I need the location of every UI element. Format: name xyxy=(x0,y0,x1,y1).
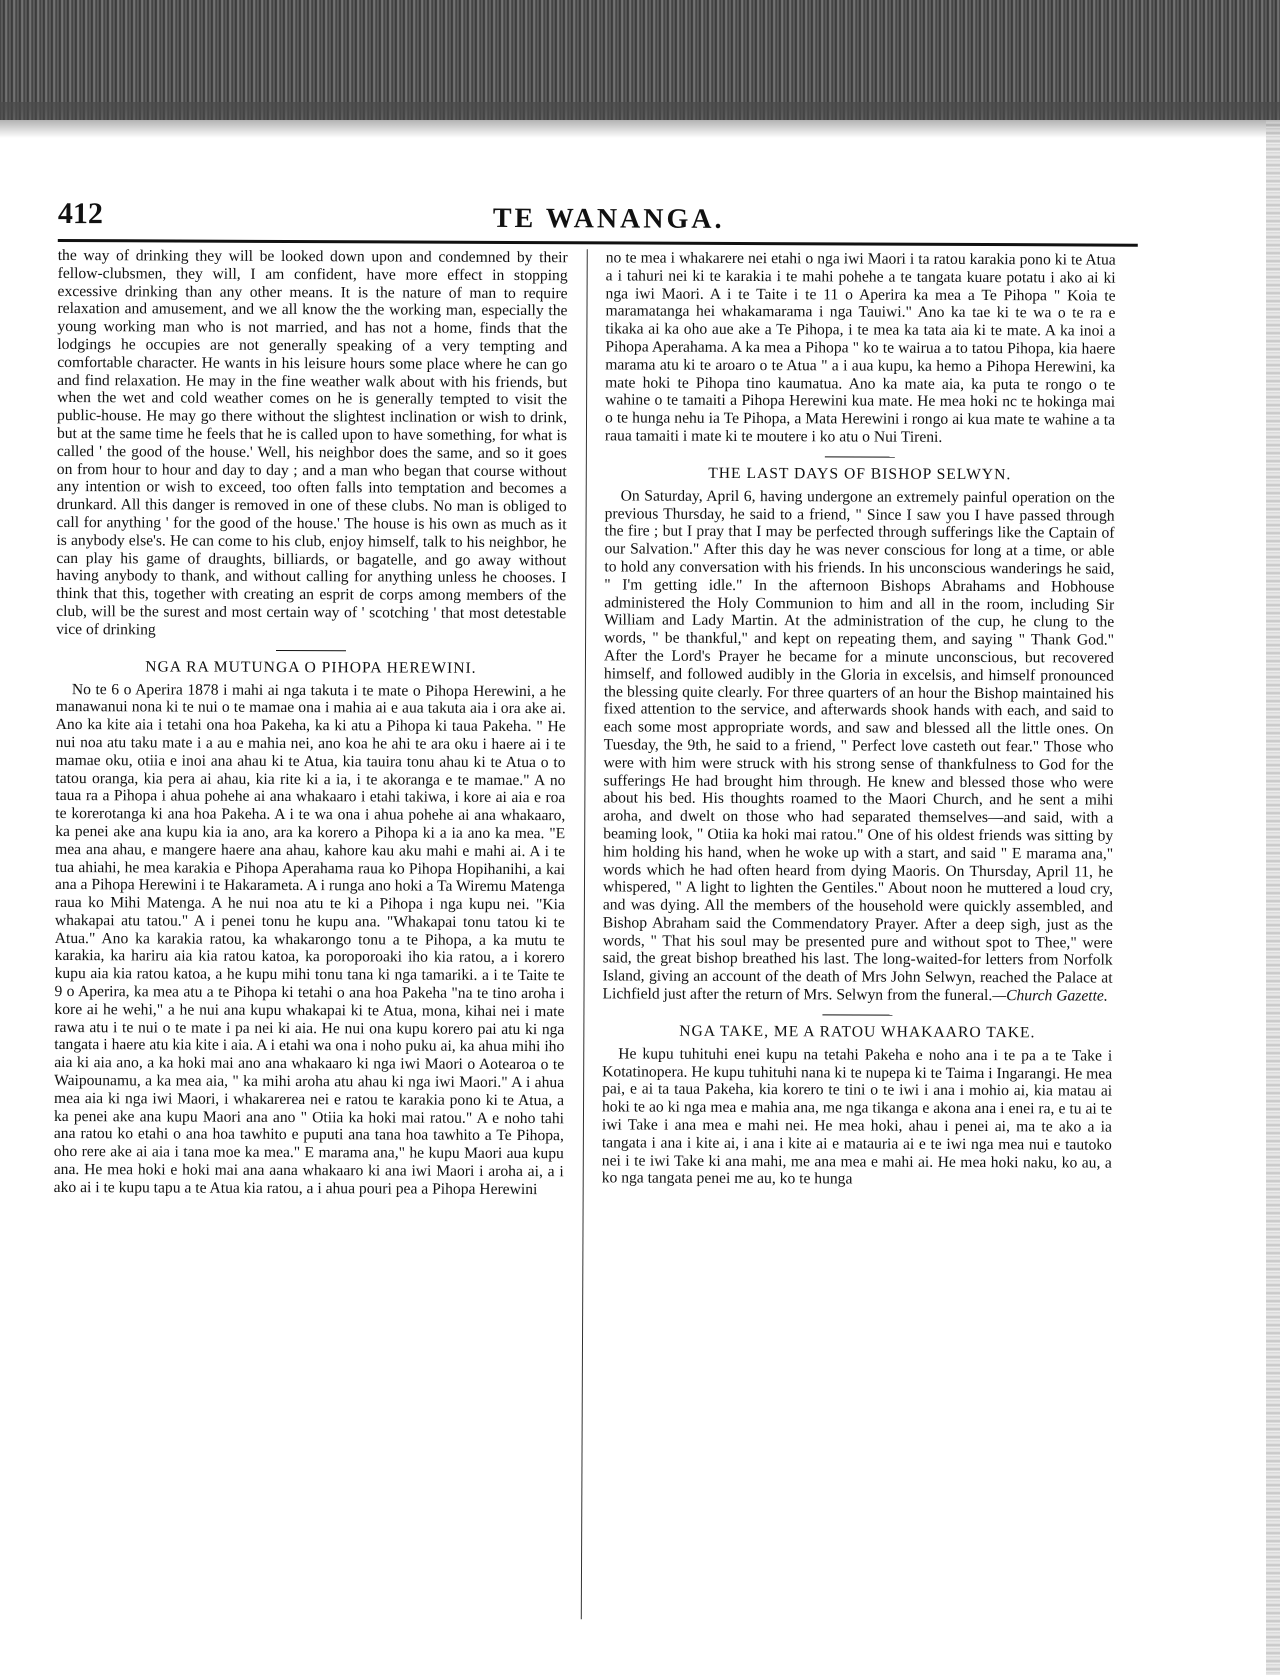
article-text-take: He kupu tuhituhi enei kupu na tetahi Pakeha e noho ana i te pa a te Take i Kotatinopera. He kupu tuhituhi nana ki te nupepa ki te Taima i Ingarangi. He mea pai, e ai ta taua Pakeha, kia korero te tini o te iwi i ana i mohio ai, kia matau ai hoki te ao ki nga mea e mahia ana, me nga tikanga e akona ana i enei ra, e tu ai te iwi Take i ana mea e mahi nei. He mea hoki, ahau i penei ai, ma te ako a ia tangata i ana i kite ai, i ana i kite ai e matauria ai e te iwi nga mea nui e tautoko nei i te iwi Take ki ana mahi, me ana mea e mahi ai. He mea hoki naku, ko au, a ko nga tangata penei me au, ko te hunga xyxy=(601,1045,1113,1188)
article-heading-herewini: NGA RA MUTUNGA O PIHOPA HEREWINI. xyxy=(145,657,477,677)
article-text-selwyn xyxy=(602,487,1114,1005)
section-divider xyxy=(822,1014,892,1015)
masthead-rule xyxy=(58,239,1138,247)
right-column xyxy=(600,249,1116,1621)
scan-dark-margin xyxy=(0,0,1280,120)
continued-article-text: the way of drinking they will be looked down upon and condemned by their fellow-clubsmen, they will, I am confident, have more effect in stopping excessive drinking than any other means. It is the nature of man to require relaxation and amusement, and we all know the the working man, especially the young working man who is not married, and has not a home, finds that the lodgings he occupies are not generally speaking of a very tempting and comfortable character. He wants in his leisure hours some place where he can go and find relaxation. He may in the fine weather walk about with his friends, but when the wet and cold weather comes on he is generally tempted to visit the public-house. He may go there without the slightest inclination or wish to drink, but at the same time he feels that he is called upon to have something, for what is called ' the good of the house.' Well, his neighbor does the same, and so it goes on from hour to hour and day to day ; and a man who began that course without any intention or wish to exceed, too often falls into temptation and becomes a drunkard. All this danger is removed in one of these clubs. No man is obliged to call for anything ' for the good of the house.' The house is his own as much as it is anybody else's. He can come to his club, enjoy himself, talk to his neighbor, he can play his game of draughts, billiards, or bagatelle, and go away without having anybody to thank, and without calling for anything unless he chooses. I think that this, together with creating an esprit de corps among members of the club, will be the surest and most certain way of ' scotching ' that most detestable vice of drinking xyxy=(56,246,568,639)
article-heading-take: NGA TAKE, ME A RATOU WHAKAARO TAKE. xyxy=(679,1022,1036,1042)
section-divider xyxy=(276,649,346,650)
column-divider xyxy=(581,249,588,1619)
journal-title: TE WANANGA. xyxy=(492,202,725,235)
article-source: —Church Gazette. xyxy=(992,987,1108,1005)
columns xyxy=(52,247,1138,1622)
article-body-selwyn: On Saturday, April 6, having undergone an extremely painful operation on the previous Thursday, he said to a friend, " Since I saw you I have passed through the fire ; but I pray that I may be perfected through sufferings like the Captain of our Salvation." After this day he was never conscious for long at a time, or able to hold any conversation with his friends. In his unconscious wanderings he said, " I'm getting idle." In the afternoon Bishops Abrahams and Hobhouse administered the Holy Communion to him and all in the room, including Sir William and Lady Martin. At the administration of the cup, he clung to the words, " be thankful," and kept on repeating them, and saying " Thank God." After the Lord's Prayer he became for a minute unconscious, but recovered himself, and followed audibly in the Gloria in excelsis, and himself pronounced the blessing quite clearly. For three quarters of an hour the Bishop maintained his fixed attention to the service, and afterwards shook hands with each, and said to each some most appropriate words, and saw and blessed all the little ones. On Tuesday, the 9th, he said to a friend, " Perfect love casteth out fear." Those who were with him were struck with his strong sense of thankfulness to God for the sufferings He had brought him through. He knew and blessed those who were about his bed. His thoughts roamed to the Maori Church, and he sent a mihi aroha, and dwelt on those who had separated themselves—and said, with a beaming look, " Otiia ka hoki mai ratou." One of his oldest friends was sitting by him holding his hand, when he woke up with a start, and said " E marama ana," words which he had often heard from dying Maoris. On Thursday, April 11, he whispered, " A light to lighten the Gentiles." About noon he muttered a loud cry, and was dying. All the members of the household were quickly assembled, and Bishop Abraham said the Commendatory Prayer. After a deep sigh, just as the words, " That his soul may be presented pure and without spot to Thee," were said, the great bishop breathed his last. The long-waited-for letters from Norfolk Island, giving an account of the death of Mrs John Selwyn, reached the Palace at Lichfield just after the return of Mrs. Selwyn from the funeral. xyxy=(602,487,1115,1005)
newspaper-page xyxy=(52,195,1138,1630)
scan-right-edge xyxy=(1266,120,1280,1675)
continued-maori-text: no te mea i whakarere nei etahi o nga iwi Maori i ta ratou karakia pono ki te Atua a i tahuri nei ki te karakia i te mahi pohehe a te tangata kuare potatu i ako ai ki nga iwi Maori. A i te Taite i te 11 o Aperira ka mea a Te Pihopa " Koia te maramatanga hei whakamarama i nga Tauiwi." Ano ka tae ki te wa o te ra e tikaka ai ka oho aue ake a Te Pihopa, i te mea ka tata aia ki te mate. A ka inoi a Pihopa Aperahama. A ka mea a Pihopa " ko te wairua a to tatou Pihopa, kia haere marama atu ki te aroaro o te Atua " a i aua kupu, ka hemo a Pihopa Herewini, ka mate hoki te Pihopa tino kaumatua. Ano ka mate aia, ka puta te rongo o te wahine o te tamaiti a Pihopa Herewini kua mate. He mea hoki nc te hokinga mai o te hunga nehu ia Te Pihopa, a Mata Herewini i rongo ai kua mate te wahine a ta raua tamaiti i mate ki te moutere i ko atu o Nui Tireni. xyxy=(604,249,1116,446)
section-divider xyxy=(825,456,895,457)
masthead xyxy=(58,195,1138,250)
article-text-herewini: No te 6 o Aperira 1878 i mahi ai nga takuta i te mate o Pihopa Herewini, a he manawanui nona ki te nui o te mamae ona i mahia ai e aua takuta aia i ora ake ai. Ano ka kite aia i tetahi ona hoa Pakeha, ka ki atu a Pihopa ki taua Pakeha. " He nui noa atu taku mate i a au e mahia nei, ano koa he ahi te ara oku i haere ai i te mamae oku, otiia e inoi ana ahau ki te Atua, kia tauira tonu ahau ki te Atua o to tatou oranga, kia pera ai ahau, kia rite ki a ia, i te akoranga e te mamae." A no taua ra a Pihopa i ahua pohehe ai ana whakaaro i etahi takiwa, i kore ai aia e roa te korerotanga ki ana hoa Pakeha. A i te wa ona i ahua pohehe ai ana whakaaro, ka penei ake ana kupu kia ia ano, ara ka korero a Pihopa ki a ia ano ka mea. "E mea ana ahau, e mangere haere ana ahau, kahore kau aku mahi e mahi ai. A i te tua ahiahi, he mea karakia e Pihopa Aperahama raua ko Pihopa Hopihanihi, a kai ana a Pihopa Herewini i te Hakarameta. A i runga ano hoki a Ta Wiremu Matenga raua ko Mihi Matenga. A he nui noa atu te ki a Pihopa i nga kupu nei. "Kia whakapai atu tatou." A i penei tonu he kupu ana. "Whakapai tonu tatou ki te Atua." Ano ka karakia ratou, ka whakarongo tonu a te Pihopa, a ka mutu te karakia, ka hariru aia kia ratou katoa, ka poroporoaki iho kia ratou, a i korero kupu aia kia ratou katoa, a he kupu mihi tonu tana ki nga tamariki. a i te Taite te 9 o Aperira, ka mea atu a te Pihopa ki tetahi o ana hoa Pakeha "na te tino aroha i kore ai he wehi," a he nui ana kupu whakapai ki te Atua, mona, kihai nei i mate rawa atu i te nui o te mate i pa nei ki aia. He nui ona kupu korero pai atu ki nga tangata i haere atu kia kite i aia. A i etahi wa ona i noho puku ai, ka ahua mihi iho aia ki aia ano, a ka hoki mai ano ana whakaaro ki nga iwi Maori o Aotearoa o te Waipounamu, a ka mea aia, " ka mihi aroha atu ahau ki nga iwi Maori." A i ahua mea aia ki nga iwi Maori, i whakarerea nei e ratou te karakia pono ki te Atua, a ka penei ake ana kupu Maori ana ano " Otiia ka hoki mai ratou." A e noho tahi ana ratou ko etahi o ana hoa tawhito e puputi ana tana hoa tawhito a Te Pihopa, oho rere ake ai aia i tana moe ka mea." E marama ana," he kupu Maori aua kupu ana. He mea hoki e hoki mai ana aana whakaaro ki ana iwi Maori i aroha ai, a i ako ai i te kupu tapu a te Atua kia ratou, a i ahua pouri pea a Pihopa Herewini xyxy=(53,680,566,1198)
page-number: 412 xyxy=(57,196,103,231)
article-heading-selwyn: THE LAST DAYS OF BISHOP SELWYN. xyxy=(708,464,1012,483)
left-column xyxy=(52,247,568,1619)
